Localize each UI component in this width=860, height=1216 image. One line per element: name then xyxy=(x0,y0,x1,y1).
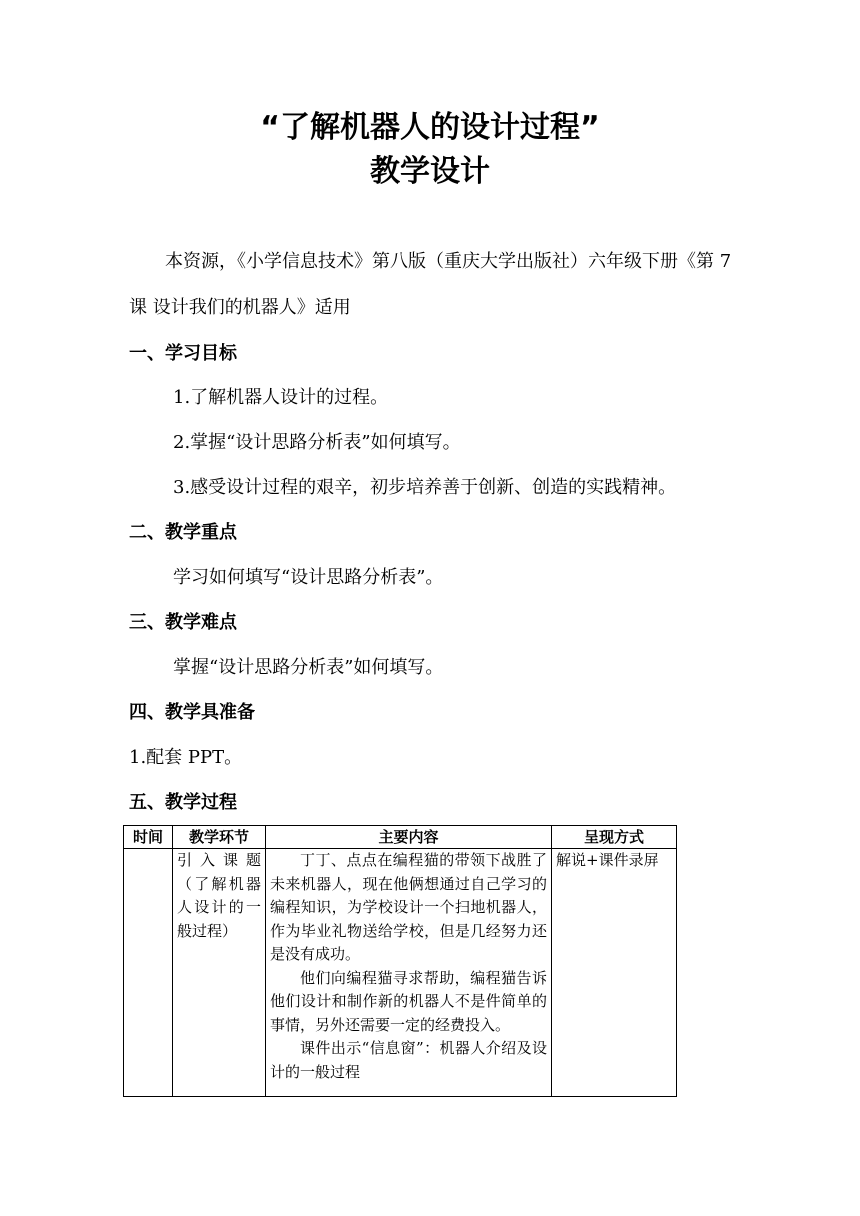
header-content: 主要内容 xyxy=(266,826,552,849)
objective-item: 3.感受设计过程的艰辛，初步培养善于创新、创造的实践精神。 xyxy=(173,477,677,498)
content-paragraph: 他们向编程猫寻求帮助，编程猫告诉他们设计和制作新的机器人不是件简单的事情，另外还需要一定的经费投入。 xyxy=(270,968,547,1034)
section-heading-key-points: 二、教学重点 xyxy=(129,522,237,543)
header-stage: 教学环节 xyxy=(173,826,266,849)
objective-item: 2.掌握“设计思路分析表”如何填写。 xyxy=(173,432,461,453)
section-heading-difficulties: 三、教学难点 xyxy=(129,612,237,633)
table-row xyxy=(124,849,677,1097)
header-method: 呈现方式 xyxy=(552,826,677,849)
header-time: 时间 xyxy=(124,826,173,849)
table-header-row xyxy=(124,826,677,849)
teaching-process-table xyxy=(123,825,677,1097)
content-paragraph: 课件出示“信息窗”：机器人介绍及设计的一般过程 xyxy=(270,1039,547,1081)
cell-time xyxy=(124,849,173,1097)
materials-text: 1.配套 PPT。 xyxy=(129,747,243,768)
cell-stage: 引入课题（了解机器人设计的一般过程） xyxy=(173,849,266,1097)
content-paragraph: 丁丁、点点在编程猫的带领下战胜了未来机器人，现在他俩想通过自己学习的编程知识，为学校设计一个扫地机器人，作为毕业礼物送给学校，但是几经努力还是没有成功。 xyxy=(270,851,547,963)
intro-paragraph: 本资源，《小学信息技术》第八版（重庆大学出版社）六年级下册《第 7 课 设计我们的机器人》适用 xyxy=(129,251,732,318)
section-heading-objectives: 一、学习目标 xyxy=(129,343,237,364)
objective-item: 1.了解机器人设计的过程。 xyxy=(173,387,389,408)
key-point-text: 学习如何填写“设计思路分析表”。 xyxy=(173,567,444,588)
cell-content xyxy=(266,849,552,1097)
section-heading-materials: 四、教学具准备 xyxy=(129,702,255,723)
document-title: “了解机器人的设计过程” xyxy=(260,110,600,145)
difficulty-text: 掌握“设计思路分析表”如何填写。 xyxy=(173,657,444,678)
section-heading-process: 五、教学过程 xyxy=(129,792,237,813)
cell-method: 解说+课件录屏 xyxy=(552,849,677,1097)
document-subtitle: 教学设计 xyxy=(370,154,490,189)
